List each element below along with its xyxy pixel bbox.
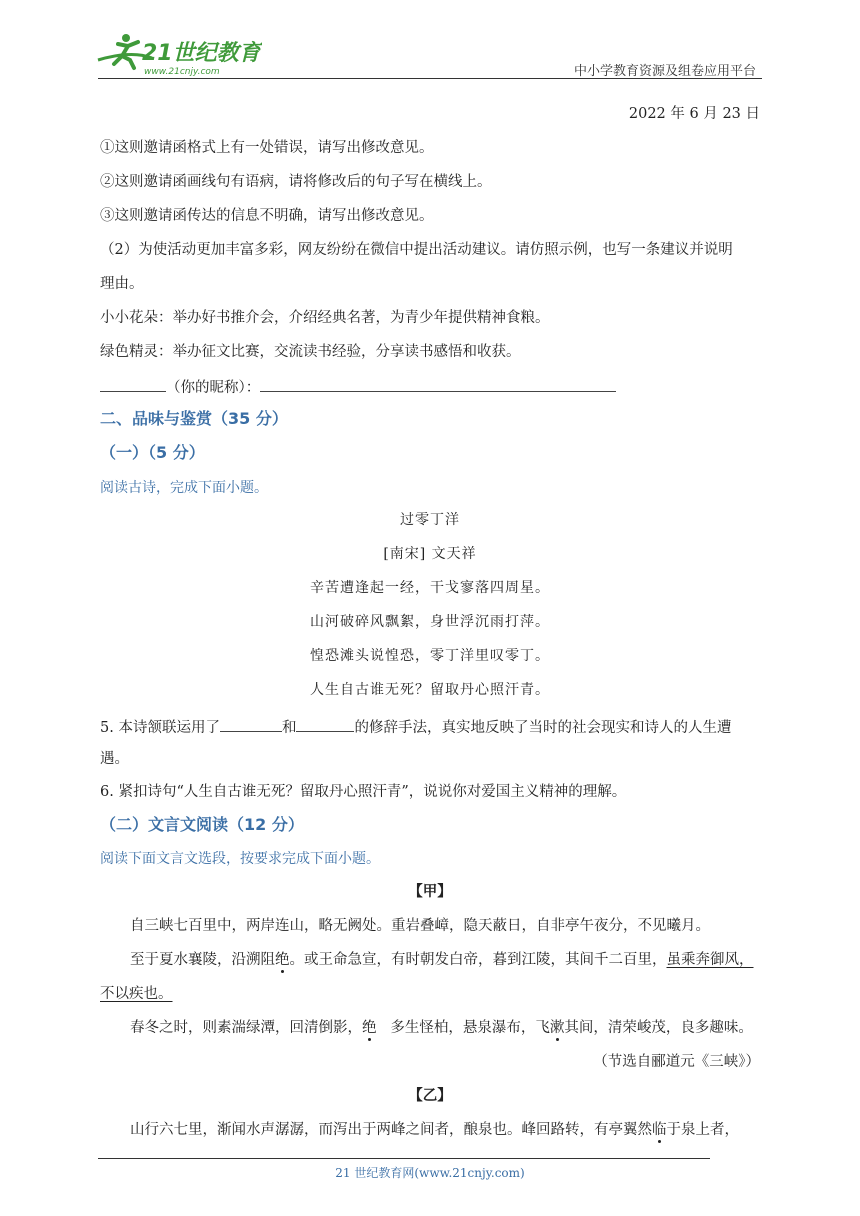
dotted-char-shu: 漱 [549, 1020, 565, 1036]
poem-title: 过零丁洋 [400, 512, 460, 528]
poem-line-2: 山河破碎风飘絮，身世浮沉雨打萍。 [310, 614, 550, 630]
question-2-line1: （2）为使活动更加丰富多彩，网友纷纷在微信中提出活动建议。请仿照示例，也写一条建议并说明 [100, 242, 733, 258]
dotted-char-jue-1: 绝 [275, 952, 290, 968]
q5-text-a: 5. 本诗颔联运用了 [100, 720, 220, 736]
q5-text-b: 和 [281, 720, 297, 736]
q5-blank-2[interactable] [296, 716, 354, 732]
footer-divider [98, 1158, 710, 1159]
question-1-1: ①这则邀请函格式上有一处错误，请写出修改意见。 [100, 140, 434, 156]
passage-jia-label: 【甲】 [408, 883, 452, 900]
passage-jia-p3: 春冬之时，则素湍绿潭，回清倒影，绝 多生怪柏，悬泉瀑布，飞漱其间，清荣峻茂，良多趣味。 [130, 1020, 753, 1036]
passage-yi-p1: 山行六七里，渐闻水声潺潺，而泻出于两峰之间者，酿泉也。峰回路转，有亭翼然临于泉上者， [130, 1122, 739, 1138]
site-logo [92, 30, 262, 78]
logo-text: 21世纪教育 [142, 41, 261, 66]
passage-jia-p2-line2: 不以疾也。 [100, 986, 173, 1002]
logo-url: www.21cnjy.com [144, 67, 220, 77]
question-5 [100, 716, 760, 738]
poem-line-4: 人生自古谁无死？留取丹心照汗青。 [310, 682, 550, 698]
poem-line-3: 惶恐滩头说惶恐，零丁洋里叹零丁。 [310, 648, 550, 664]
passage-jia-p2: 至于夏水襄陵，沿溯阻绝。或王命急宣，有时朝发白帝，暮到江陵，其间千二百里，虽乘奔御风， [130, 952, 754, 968]
question-2-line2: 理由。 [100, 276, 144, 292]
page-header [0, 0, 860, 80]
passage-jia-p1: 自三峡七百里中，两岸连山，略无阙处。重岩叠嶂，隐天蔽日，自非亭午夜分，不见曦月。 [130, 918, 710, 934]
nickname-answer-line [100, 376, 760, 398]
q5-blank-1[interactable] [220, 716, 282, 732]
question-1-2: ②这则邀请函画线句有语病，请将修改后的句子写在横线上。 [100, 174, 492, 190]
underlined-sentence: 虽乘奔御风， [666, 952, 754, 968]
platform-name: 中小学教育资源及组卷应用平台 [573, 63, 756, 78]
question-1-3: ③这则邀请函传达的信息不明确，请写出修改意见。 [100, 208, 434, 224]
passage-jia-source: （节选自郦道元《三峡》） [593, 1054, 760, 1070]
subsection-1-title: （一）（5 分） [100, 443, 205, 462]
example-suggestion-1: 小小花朵：举办好书推介会，介绍经典名著，为青少年提供精神食粮。 [100, 310, 550, 326]
poem-line-1: 辛苦遭逢起一经，干戈寥落四周星。 [310, 580, 550, 596]
dotted-char-jue-2: 绝 [362, 1020, 377, 1036]
dotted-char-lin: 临 [652, 1122, 667, 1138]
subsection-2-instruction: 阅读下面文言文选段，按要求完成下面小题。 [100, 851, 380, 867]
question-6: 6. 紧扣诗句“人生自古谁无死？留取丹心照汗青”，说说你对爱国主义精神的理解。 [100, 784, 627, 800]
passage-yi-label: 【乙】 [408, 1087, 452, 1104]
header-divider [98, 78, 762, 79]
letter-date: 2022 年 6 月 23 日 [628, 106, 760, 122]
question-5-line2: 遇。 [100, 751, 129, 767]
nickname-label: （你的昵称）： [166, 380, 261, 396]
section-2-title: 二、品味与鉴赏（35 分） [100, 409, 288, 428]
subsection-1-instruction: 阅读古诗，完成下面小题。 [100, 480, 268, 496]
example-suggestion-2: 绿色精灵：举办征文比赛，交流读书经验，分享读书感悟和收获。 [100, 344, 521, 360]
q5-text-c: 的修辞手法，真实地反映了当时的社会现实和诗人的人生遭 [354, 720, 732, 736]
subsection-2-title: （二）文言文阅读（12 分） [100, 815, 304, 834]
poem-author: [南宋] 文天祥 [383, 546, 477, 562]
nickname-blank[interactable] [100, 376, 166, 392]
suggestion-blank[interactable] [260, 376, 616, 392]
page-footer: 21 世纪教育网(www.21cnjy.com) [335, 1166, 525, 1180]
